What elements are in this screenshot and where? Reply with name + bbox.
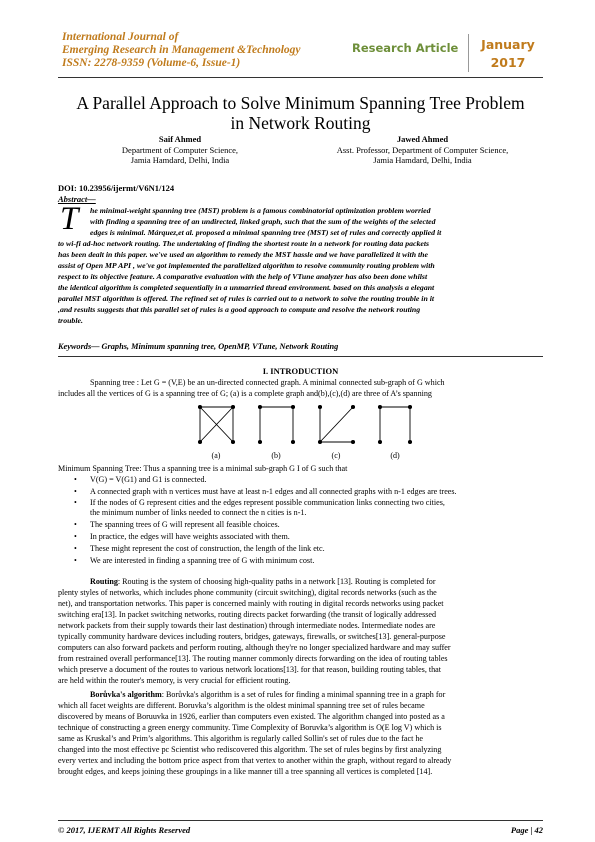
abstract-line: has been dealt in this paper. we've used an algorithm to remedy the MST hassle and we have parallelized it with the: [58, 250, 428, 259]
bullet-icon: •: [74, 544, 77, 553]
list-item: In practice, the edges will have weights associated with them.: [90, 532, 290, 541]
routing-line: are held within the router's memory, is very crucial for efficient routing.: [58, 676, 291, 685]
routing-line: net), and transportation networks. This paper is concerned mainly with routing in digital records networks using packet: [58, 599, 444, 608]
abstract-line: respect to its objective feature. A comparative evaluation with the help of VTune analyzer has also been done whilst: [58, 272, 428, 281]
intro-line: Spanning tree : Let G = (V,E) be an un-directed connected graph. A minimal connected sub-graph of G which: [90, 378, 445, 387]
abstract-line: ,and results suggests that this parallel set of rules is a good approach to compute and resolve the network routing: [58, 305, 421, 314]
header-rule: [58, 77, 543, 78]
routing-line: network packets from their supply towards their last destination) through intermediate nodes. Intermediate nodes are: [58, 621, 436, 630]
footer-copyright: © 2017, IJERMT All Rights Reserved: [58, 825, 191, 835]
list-item-continued: the minimum number of links needed to connect the n cities is n-1.: [90, 508, 307, 517]
bullet-icon: •: [74, 487, 77, 496]
boruvka-line: every vertex and including the bottom price aspect from that vertex to another within the graph, without regard to already: [58, 756, 452, 765]
footer-rule: [58, 820, 543, 821]
author-affiliation: Jamia Hamdard, Delhi, India: [130, 155, 230, 165]
bullet-icon: •: [74, 475, 77, 484]
author-block: [85, 134, 275, 166]
list-item: If the nodes of G represent cities and the edges represent possible communication links connecting two cities,: [90, 498, 445, 507]
abstract-line: edges is minimal. Márquez,et al. proposed a minimal spanning tree (MST) set of rules and correctly applied it: [90, 228, 442, 237]
author-name: Jawed Ahmed: [396, 134, 449, 144]
figure-label: (c): [331, 451, 341, 460]
abstract-line: he minimal-weight spanning tree (MST) problem is a famous combinatorial optimization problem worried: [90, 206, 431, 215]
routing-line: plenty styles of networks, which includes phone community (circuit switching), digital records networks (such as the: [58, 588, 437, 597]
spanning-tree-figure: [195, 402, 420, 462]
routing-line: typically community hardware devices including routers, bridges, gateways, firewalls, or switches[13]. general-purpose: [58, 632, 446, 641]
boruvka-line: same as Kruskal’s and Prim’s algorithms. This algorithm is regularly called Sollin's set of rules due to the fact he: [58, 734, 424, 743]
routing-heading: Routing: [90, 577, 118, 586]
abstract-line: with finding a spanning tree of an undirected, linked graph, such that the sum of the weights of the selected: [90, 217, 436, 226]
routing-line: computers can also forward packets and perform routing, although they're no longer specialized hardware and may suffer: [58, 643, 451, 652]
figure-label: (d): [390, 451, 400, 460]
abstract-dropcap: T: [60, 201, 79, 237]
list-item: The spanning trees of G will represent all feasible choices.: [90, 520, 280, 529]
paper-title: [58, 93, 543, 133]
author-affiliation: Department of Computer Science,: [121, 144, 239, 155]
figure-label: (b): [271, 451, 281, 460]
abstract-line: assist of Open MP API , we've got implemented the parallelized algorithm to resolve community routing problem with: [58, 261, 435, 270]
routing-text: : Routing is the system of choosing high-quality paths in a network [13]. Routing is completed for: [117, 577, 436, 586]
list-item: We are interested in finding a spanning tree of G with minimum cost.: [90, 556, 315, 565]
graph-b: [258, 405, 294, 443]
journal-line: ISSN: 2278-9359 (Volume-6, Issue-1): [62, 57, 241, 69]
section-heading: I. INTRODUCTION: [262, 366, 339, 376]
doi: DOI: 10.23956/ijermt/V6N1/124: [58, 183, 175, 193]
journal-name: [62, 31, 301, 70]
article-type: Research Article: [352, 41, 459, 55]
abstract-line: to wi-fi ad-hoc network routing. The undertaking of finding the shortest route in a network for routing data packets: [58, 239, 430, 248]
author-block: [305, 134, 540, 166]
title-line: in Network Routing: [230, 113, 371, 133]
routing-line: which preserve a document of the routes to various network locations[13]. for that reason, building routing tables, that: [58, 665, 442, 674]
abstract-line: trouble.: [58, 316, 83, 325]
boruvka-text: : Borůvka's algorithm is a set of rules for finding a minimal spanning tree in a graph for: [161, 690, 446, 699]
issue-year: 2017: [490, 55, 526, 70]
bullet-icon: •: [74, 532, 77, 541]
routing-first-line: [90, 577, 436, 588]
issue-month: January: [481, 37, 535, 52]
boruvka-line: discovered by means of Boruuvka in 1926, earlier than computers even existed. The algorithm changed into posted as a: [58, 712, 445, 721]
author-affiliation: Jamia Hamdard, Delhi, India: [373, 155, 472, 165]
boruvka-line: technique of constructing a green energy community. Time Complexity of Boruvka’s algorithm is O(E log V) which is: [58, 723, 442, 732]
graph-a: [198, 405, 234, 443]
author-name: Saif Ahmed: [158, 134, 202, 144]
routing-line: from restrained overall performance[13]. The routing manner commonly directs forwarding on the idea of routing tables: [58, 654, 448, 663]
keywords-rule: [58, 356, 543, 357]
intro-line: includes all the vertices of G is a spanning tree of G; (a) is a complete graph and(b),(c),(d) are three of A’s spanning: [58, 389, 432, 398]
journal-line: International Journal of: [62, 31, 179, 43]
list-item: V(G) = V(G1) and G1 is connected.: [90, 475, 207, 484]
header-divider: [468, 34, 469, 72]
boruvka-line: which all facet weights are different. Boruvka’s algorithm is the oldest minimal spanning tree set of rules became: [58, 701, 425, 710]
page-number: Page | 42: [510, 825, 543, 835]
graph-c: [318, 405, 354, 443]
boruvka-line: brought edges, and keeps joining these groupings in a like manner till a tree spanning all vertices is completed [14].: [58, 767, 433, 776]
bullet-icon: •: [74, 520, 77, 529]
routing-line: switching era[13]. In packet switching networks, routing directs packet forwarding (the transit of logically addressed: [58, 610, 437, 619]
mst-definition: Minimum Spanning Tree: Thus a spanning tree is a minimal sub-graph G I of G such that: [58, 464, 348, 473]
graph-d: [378, 405, 411, 443]
author-affiliation: Asst. Professor, Department of Computer Science,: [336, 144, 509, 155]
issue-date: [478, 36, 538, 72]
keywords: Keywords— Graphs, Minimum spanning tree, OpenMP, VTune, Network Routing: [58, 342, 339, 351]
list-item: These might represent the cost of construction, the length of the link etc.: [90, 544, 325, 553]
bullet-icon: •: [74, 498, 77, 507]
journal-line: Emerging Research in Management &Technology: [62, 44, 301, 56]
figure-label: (a): [211, 451, 221, 460]
boruvka-first-line: [90, 690, 445, 701]
list-item: A connected graph with n vertices must have at least n-1 edges and all connected graphs with n-1 edges are trees.: [90, 487, 457, 496]
boruvka-line: changed into the most effective pc Scientist who rediscovered this algorithm. The set of rules begins by first analyzing: [58, 745, 442, 754]
bullet-icon: •: [74, 556, 77, 565]
abstract-line: parallel MST algorithm is offered. The refined set of rules is carried out to a network to solve the routing trouble in it: [58, 294, 435, 303]
title-line: A Parallel Approach to Solve Minimum Spanning Tree Problem: [76, 93, 525, 113]
abstract-line: the identical algorithm is completed sequentially in a unmarried thread environment. based on this analysis a elegant: [58, 283, 435, 292]
boruvka-heading: Borůvka's algorithm: [90, 690, 162, 699]
abstract-label: Abstract—: [58, 194, 96, 204]
